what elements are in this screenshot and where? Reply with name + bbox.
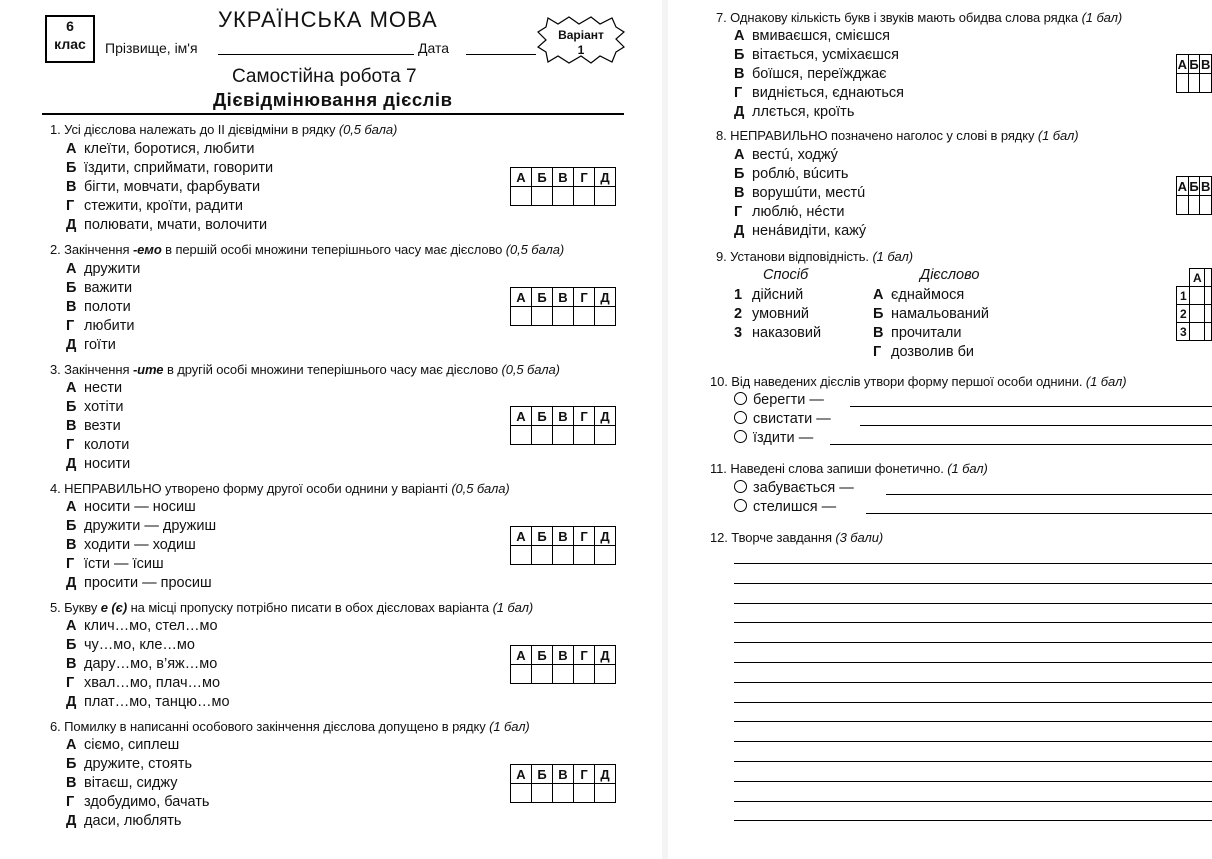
q1-condition: 1. Усі дієслова належать до ІІ дієвідміни в рядку (0,5 бала) <box>50 122 398 137</box>
writing-line[interactable] <box>734 781 1212 782</box>
writing-line[interactable] <box>734 741 1212 742</box>
writing-line[interactable] <box>734 721 1212 722</box>
q5-options: А клич…мо, стел…мо Б чу…мо, кле…мо В дару…мо, в’яж…мо Г хвал…мо, плач…мо Д плат…мо, танцю…мо <box>66 618 230 710</box>
writing-line[interactable] <box>734 583 1212 584</box>
writing-line[interactable] <box>734 563 1212 564</box>
checkbox-icon <box>734 499 747 512</box>
q4-answer-grid[interactable]: А Б В Г Д <box>510 526 616 565</box>
q6-answer-grid[interactable]: А Б В Г Д <box>510 764 616 803</box>
q9-right-list: А єднаймося Б намальований В прочитали Г дозволив би <box>873 287 989 360</box>
q9-left-list: 1 дійсний 2 умовний 3 наказовий <box>734 287 822 341</box>
checkbox-icon <box>734 392 747 405</box>
q3-options: А нести Б хотіти В везти Г колоти Д носити <box>66 380 131 472</box>
q3-answer-grid[interactable]: А Б В Г Д <box>510 406 616 445</box>
writing-line[interactable] <box>734 820 1212 821</box>
q5-condition: 5. Букву е (є) на місці пропуску потрібно писати в обох дієсловах варіанта (1 бал) <box>50 600 534 615</box>
writing-line[interactable] <box>734 761 1212 762</box>
q9-col2-header: Дієслово <box>920 267 980 283</box>
date-field[interactable] <box>466 54 536 55</box>
checkbox-icon <box>734 430 747 443</box>
q7-answer-grid[interactable]: А Б В <box>1176 54 1212 93</box>
checkbox-icon <box>734 411 747 424</box>
date-label: Дата <box>418 40 450 56</box>
option-d: Г стежити, кроїти, радити <box>66 198 243 214</box>
q9-answer-grid[interactable]: А 1 2 3 <box>1176 268 1212 341</box>
name-field[interactable] <box>218 54 414 55</box>
q12-condition: 12. Творче завдання (3 бали) <box>710 530 884 545</box>
q10-items: берегти — свистати — їздити — <box>734 391 831 448</box>
writing-line[interactable] <box>734 662 1212 663</box>
q2-condition: 2. Закінчення -емо в першій особі множини теперішнього часу має дієслово (0,5 бала) <box>50 242 565 257</box>
variant-number: 1 <box>577 43 585 57</box>
q8-condition: 8. НЕПРАВИЛЬНО позначено наголос у слові в рядку (1 бал) <box>716 128 1079 143</box>
q8-options: А вестú, ходжý Б роблю́, вúсить В ворушúти, местú Г люблю́, нéсти Д ненáвидіти, кажý <box>734 147 867 239</box>
q10-answer-line-3[interactable] <box>830 444 1212 445</box>
q8-answer-grid[interactable]: А Б В <box>1176 176 1212 215</box>
q7-condition: 7. Однакову кількість букв і звуків мають обидва слова рядка (1 бал) <box>716 10 1123 25</box>
grade-number: 6 <box>66 18 74 34</box>
topic-title: Дієвідмінювання дієслів <box>213 89 453 110</box>
q6-condition: 6. Помилку в написанні особового закінчення дієслова допущено в рядку (1 бал) <box>50 719 530 734</box>
writing-line[interactable] <box>734 622 1212 623</box>
variant-label: Варіант <box>558 28 604 42</box>
q7-options: А вмиваєшся, смієшся Б вітається, усміхаєшся В боїшся, переїжджає Г видніється, єднаються Д ллється, кроїть <box>734 28 905 120</box>
q10-answer-line-2[interactable] <box>860 425 1212 426</box>
right-page <box>668 0 1212 859</box>
writing-line[interactable] <box>734 801 1212 802</box>
writing-line[interactable] <box>734 603 1212 604</box>
writing-line[interactable] <box>734 702 1212 703</box>
subject-title: УКРАЇНСЬКА МОВА <box>218 7 438 32</box>
grade-word: клас <box>54 36 86 52</box>
q11-condition: 11. Наведені слова запиши фонетично. (1 бал) <box>710 461 988 476</box>
q5-answer-grid[interactable]: А Б В Г Д <box>510 645 616 684</box>
writing-line[interactable] <box>734 682 1212 683</box>
option-b: Б їздити, сприймати, говорити <box>66 160 274 176</box>
work-title: Самостійна робота 7 <box>232 66 417 87</box>
option-c: В бігти, мовчати, фарбувати <box>66 179 261 195</box>
q3-condition: 3. Закінчення -ите в другій особі множини теперішнього часу має дієслово (0,5 бала) <box>50 362 560 377</box>
q10-condition: 10. Від наведених дієслів утвори форму першої особи однини. (1 бал) <box>710 374 1127 389</box>
q1-answer-grid[interactable]: А Б В Г Д <box>510 167 616 206</box>
checkbox-icon <box>734 480 747 493</box>
q11-items: забувається — стелишся — <box>734 479 854 517</box>
q11-answer-line-1[interactable] <box>886 494 1212 495</box>
q4-condition: 4. НЕПРАВИЛЬНО утворено форму другої особи однини у варіанті (0,5 бала) <box>50 481 510 496</box>
q6-options: А сіємо, сиплеш Б дружите, стоять В вітаєш, сиджу Г здобудимо, бачать Д даси, люблять <box>66 737 210 829</box>
q2-options: А дружити Б важити В полоти Г любити Д гоїти <box>66 261 141 353</box>
variant-badge <box>536 14 626 66</box>
q4-options: А носити — носиш Б дружити — дружиш В ходити — ходиш Г їсти — їсиш Д просити — просиш <box>66 499 217 591</box>
q11-answer-line-2[interactable] <box>866 513 1212 514</box>
name-label: Прізвище, ім'я <box>105 40 198 56</box>
q1-options <box>66 140 273 235</box>
q2-answer-grid[interactable]: А Б В Г Д <box>510 287 616 326</box>
grade-box <box>45 15 95 63</box>
q10-answer-line-1[interactable] <box>850 406 1212 407</box>
option-a: А клеїти, боротися, любити <box>66 141 255 157</box>
header-divider <box>42 113 624 115</box>
option-e: Д полювати, мчати, волочити <box>66 217 268 233</box>
q9-col1-header: Спосіб <box>763 267 809 283</box>
q9-condition: 9. Установи відповідність. (1 бал) <box>716 249 913 264</box>
writing-line[interactable] <box>734 642 1212 643</box>
